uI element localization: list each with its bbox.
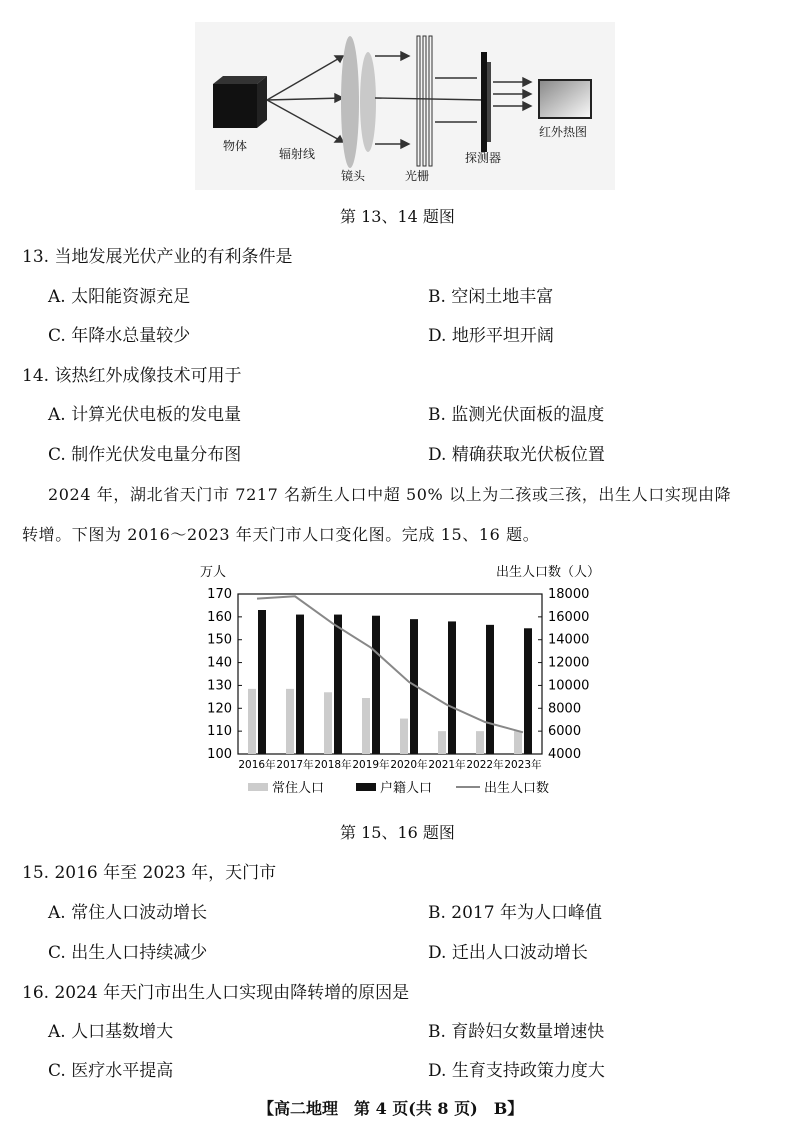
right-tick-label: 10000 [548,678,590,694]
bar-resident [248,689,256,754]
question-16-option-a: A. 人口基数增大 [48,1022,174,1042]
left-tick-label: 120 [207,701,232,717]
question-14-stem: 14. 该热红外成像技术可用于 [22,366,242,386]
legend-swatch-registered [356,783,376,791]
question-13-option-d: D. 地形平坦开阔 [428,326,554,346]
left-tick-label: 130 [207,678,232,694]
plot-frame [238,594,542,754]
legend-label-births: 出生人口数 [484,781,550,796]
bar-resident [438,731,446,754]
thermal-imaging-diagram [195,22,615,190]
question-16-option-d: D. 生育支持政策力度大 [428,1061,605,1081]
bar-resident [324,692,332,754]
chart-left-axis-label: 万人 [200,565,227,580]
left-tick-label: 160 [207,609,232,625]
bar-resident [514,731,522,754]
x-tick-label: 2016年 [238,759,276,771]
bar-registered [524,628,532,754]
lens-1 [341,36,359,168]
bar-registered [334,615,342,754]
left-tick-label: 100 [207,747,232,762]
bar-resident [286,689,294,754]
thermal-image-icon [539,80,591,118]
question-16-option-c: C. 医疗水平提高 [48,1061,174,1081]
x-tick-label: 2019年 [352,759,390,771]
label-detector: 探测器 [465,151,502,165]
intro-line-2: 转增。下图为 2016～2023 年天门市人口变化图。完成 15、16 题。 [22,525,540,544]
question-13-option-c: C. 年降水总量较少 [48,326,191,346]
right-tick-label: 8000 [548,701,582,717]
intro-line-1: 2024 年，湖北省天门市 7217 名新生人口中超 50% 以上为二孩或三孩，出生人口实现由降 [48,485,732,504]
label-object: 物体 [223,139,248,153]
x-tick-label: 2021年 [428,759,466,771]
x-tick-label: 2017年 [276,759,314,771]
question-13-option-a: A. 太阳能资源充足 [48,287,191,307]
bar-registered [448,621,456,754]
left-tick-label: 150 [207,632,232,648]
lens-2 [360,52,376,152]
question-15-option-a: A. 常住人口波动增长 [48,903,208,923]
bar-resident [400,719,408,754]
x-tick-label: 2020年 [390,759,428,771]
page-footer: 【高二地理 第 4 页(共 8 页) B】 [258,1099,524,1118]
population-chart [190,562,610,802]
legend-swatch-resident [248,783,268,791]
x-tick-label: 2023年 [504,759,542,771]
figure-caption-13-14: 第 13、14 题图 [340,207,455,226]
question-16-stem: 16. 2024 年天门市出生人口实现由降转增的原因是 [22,983,410,1003]
x-tick-label: 2018年 [314,759,352,771]
object-cube-icon [213,76,267,128]
question-15-option-b: B. 2017 年为人口峰值 [428,903,602,923]
chart-legend [248,780,549,796]
label-radiation: 辐射线 [279,147,316,161]
label-grating: 光栅 [405,169,430,183]
question-16-option-b: B. 育龄妇女数量增速快 [428,1022,605,1042]
right-tick-label: 12000 [548,655,590,671]
bar-resident [476,731,484,754]
question-13-option-b: B. 空闲土地丰富 [428,287,554,307]
question-15-option-c: C. 出生人口持续减少 [48,943,208,963]
bar-registered [258,610,266,754]
right-tick-label: 18000 [548,587,590,602]
question-14-option-b: B. 监测光伏面板的温度 [428,405,605,425]
right-tick-label: 16000 [548,609,590,625]
bar-registered [296,615,304,754]
chart-right-axis-label: 出生人口数（人） [495,565,600,580]
question-14-option-c: C. 制作光伏发电量分布图 [48,445,242,465]
question-13-stem: 13. 当地发展光伏产业的有利条件是 [22,247,293,267]
question-14-option-a: A. 计算光伏电板的发电量 [48,405,242,425]
label-thermal-image: 红外热图 [539,125,588,139]
chart-bars [248,610,532,754]
left-tick-label: 140 [207,655,232,671]
x-tick-label: 2022年 [466,759,504,771]
question-15-option-d: D. 迁出人口波动增长 [428,943,588,963]
legend-label-registered: 户籍人口 [380,781,433,796]
bar-registered [372,616,380,754]
right-tick-label: 6000 [548,724,582,740]
figure-caption-15-16: 第 15、16 题图 [340,823,455,842]
label-lens: 镜头 [341,169,366,183]
chart-axes [238,594,542,754]
right-tick-label: 4000 [548,747,582,762]
bar-resident [362,698,370,754]
left-tick-label: 170 [207,587,232,602]
left-tick-label: 110 [207,724,232,740]
question-14-option-d: D. 精确获取光伏板位置 [428,445,605,465]
legend-label-resident: 常住人口 [272,781,325,796]
question-15-stem: 15. 2016 年至 2023 年，天门市 [22,863,277,883]
detector [481,52,491,152]
right-tick-label: 14000 [548,632,590,648]
bar-registered [486,625,494,754]
